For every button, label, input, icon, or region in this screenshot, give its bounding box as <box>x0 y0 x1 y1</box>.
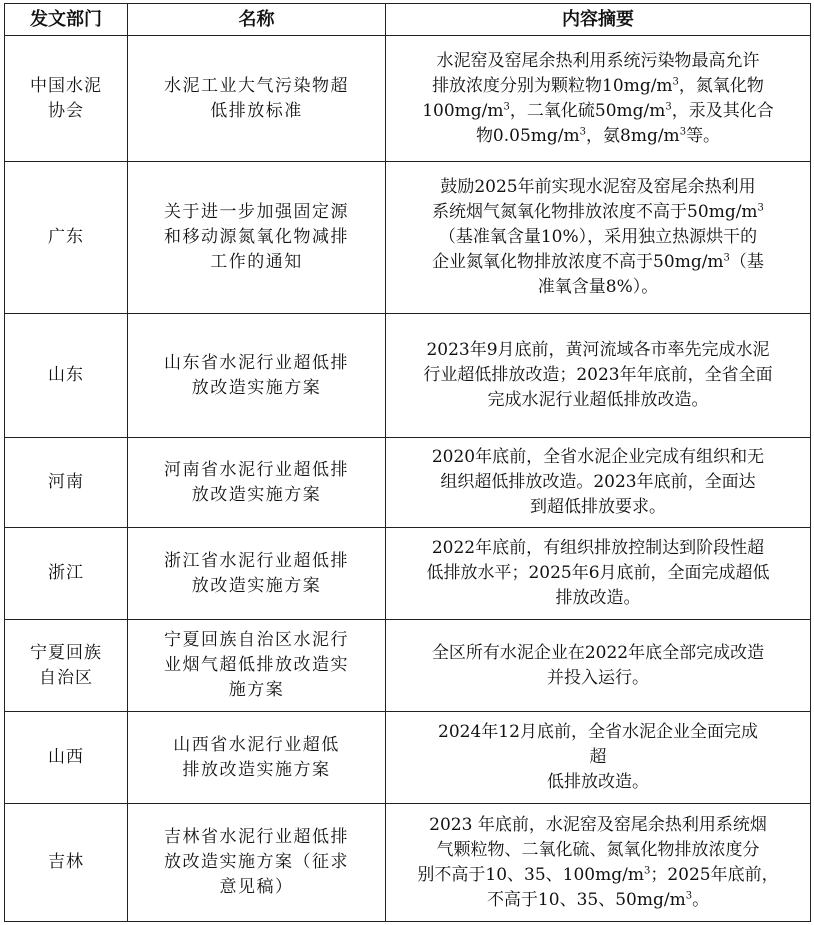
name-cell <box>128 162 386 314</box>
dept-line: 中国水泥 <box>30 75 102 96</box>
table-row <box>5 712 811 804</box>
summary-text: 排放浓度分别为颗粒物10mg/m <box>432 75 673 96</box>
summary-line <box>392 838 804 863</box>
summary-text: （基 <box>729 252 764 272</box>
name-line: 放改造实施方案 <box>191 575 322 596</box>
summary-line <box>392 175 804 200</box>
summary-line <box>392 470 804 495</box>
summary-text: 完成水泥行业超低排放改造。 <box>487 390 709 410</box>
name-cell <box>128 36 386 162</box>
summary-line <box>392 250 804 275</box>
summary-text: ；2025年底前， <box>650 864 779 885</box>
summary-line <box>392 275 804 300</box>
table-body <box>5 36 811 922</box>
name-line: 宁夏回族自治区水泥行 <box>164 630 349 650</box>
summary-text: 全区所有水泥企业在2022年底全部完成改造 <box>431 642 765 663</box>
superscript: 3 <box>503 100 510 112</box>
summary-text: 不高于10、35、50mg/m <box>486 889 686 910</box>
name-line: 和移动源氮氧化物减排 <box>164 227 349 247</box>
dept-line: 河南 <box>48 472 84 492</box>
name-cell <box>128 620 386 712</box>
summary-text: ，二氧化硫50mg/m <box>509 100 666 121</box>
summary-line <box>392 586 804 611</box>
dept-cell <box>5 528 128 620</box>
summary-text: ，氮氧化物 <box>678 75 764 96</box>
summary-line <box>392 536 804 561</box>
table-row <box>5 314 811 438</box>
summary-text: 低排放水平；2025年6月底前，全面完成超低 <box>426 563 770 583</box>
summary-line <box>392 641 804 666</box>
name-cell <box>128 712 386 804</box>
header-row <box>5 4 811 36</box>
dept-cell <box>5 804 128 922</box>
summary-line <box>392 561 804 586</box>
name-line: 河南省水泥行业超低排 <box>164 459 349 480</box>
name-line: 排放改造实施方案 <box>182 759 331 780</box>
summary-cell <box>386 36 811 162</box>
dept-cell <box>5 712 128 804</box>
table-row <box>5 804 811 922</box>
superscript: 3 <box>579 125 587 137</box>
name-line: 放改造实施方案 <box>191 377 322 398</box>
table-row <box>5 162 811 314</box>
summary-text: 鼓励2025年前实现水泥窑及窑尾余热利用 <box>440 177 756 197</box>
summary-text: 100mg/m <box>422 100 504 121</box>
superscript: 3 <box>665 100 672 112</box>
superscript: 3 <box>643 864 651 876</box>
name-line: 山西省水泥行业超低 <box>173 734 340 755</box>
dept-cell <box>5 314 128 438</box>
name-line: 浙江省水泥行业超低排 <box>164 550 349 571</box>
summary-line <box>392 74 804 99</box>
summary-text: 水泥窑及窑尾余热利用系统污染物最高允许 <box>436 50 760 71</box>
summary-line <box>392 720 804 745</box>
summary-text: 系统烟气氮氧化物排放浓度不高于50mg/m <box>432 202 758 222</box>
summary-line <box>392 445 804 470</box>
header-summary: 内容摘要 <box>386 4 811 36</box>
summary-line <box>392 666 804 691</box>
name-line: 吉林省水泥行业超低排 <box>164 827 349 847</box>
summary-text: 2020年底前，全省水泥企业完成有组织和无 <box>431 447 765 467</box>
dept-line: 宁夏回族 <box>30 642 102 663</box>
summary-line <box>392 363 804 388</box>
name-line: 施方案 <box>228 680 285 700</box>
summary-line <box>392 124 804 149</box>
summary-cell <box>386 314 811 438</box>
summary-cell <box>386 162 811 314</box>
summary-line <box>392 99 804 124</box>
dept-line: 山东 <box>48 365 84 385</box>
superscript: 3 <box>723 252 730 264</box>
dept-line: 山西 <box>48 747 84 767</box>
name-line: 意见稿） <box>219 877 294 897</box>
summary-line <box>392 863 804 888</box>
table-row <box>5 438 811 528</box>
summary-text: （基准氧含量10%），采用独立热源烘干的 <box>438 227 758 247</box>
summary-text: 行业超低排放改造；2023年年底前，全省全面 <box>423 365 773 385</box>
summary-text: 。 <box>692 889 710 910</box>
summary-line <box>392 745 804 770</box>
summary-line <box>392 770 804 795</box>
name-line: 放改造实施方案 <box>191 484 322 505</box>
summary-text: 2022年底前，有组织排放控制达到阶段性超 <box>431 538 765 558</box>
summary-line <box>392 813 804 838</box>
summary-text: 准氧含量8%）。 <box>537 277 659 297</box>
summary-text: 物0.05mg/m <box>475 125 580 146</box>
summary-line <box>392 495 804 520</box>
summary-line <box>392 388 804 413</box>
summary-text: 企业氮氧化物排放浓度不高于50mg/m <box>432 252 724 272</box>
summary-text: 排放改造。 <box>555 588 641 608</box>
summary-line <box>392 200 804 225</box>
name-line: 放改造实施方案（征求 <box>164 852 349 872</box>
superscript: 3 <box>679 125 687 137</box>
name-line: 山东省水泥行业超低排 <box>164 352 349 373</box>
summary-cell <box>386 804 811 922</box>
superscript: 3 <box>685 889 693 901</box>
dept-line: 浙江 <box>48 563 84 583</box>
header-name: 名称 <box>128 4 386 36</box>
superscript: 3 <box>757 202 764 214</box>
summary-text: 等。 <box>686 125 721 146</box>
summary-cell <box>386 528 811 620</box>
name-line: 水泥工业大气污染物超 <box>164 75 349 96</box>
summary-text: 2023 年底前，水泥窑及窑尾余热利用系统烟 <box>429 814 767 835</box>
summary-line <box>392 49 804 74</box>
summary-text: 组织超低排放改造。2023年底前，全面达 <box>440 472 756 492</box>
summary-text: 2023年9月底前，黄河流域各市率先完成水泥 <box>426 340 770 360</box>
dept-cell <box>5 162 128 314</box>
summary-line <box>392 338 804 363</box>
dept-line: 协会 <box>48 100 84 121</box>
table-row <box>5 528 811 620</box>
name-line: 关于进一步加强固定源 <box>164 202 349 222</box>
dept-cell <box>5 438 128 528</box>
name-line: 低排放标准 <box>210 100 303 121</box>
name-cell <box>128 314 386 438</box>
name-line: 工作的通知 <box>210 252 303 272</box>
policy-table <box>4 3 811 922</box>
table-row <box>5 36 811 162</box>
name-cell <box>128 528 386 620</box>
summary-text: 并投入运行。 <box>547 667 649 688</box>
summary-cell <box>386 712 811 804</box>
summary-cell <box>386 438 811 528</box>
dept-line: 广东 <box>48 227 84 247</box>
summary-cell <box>386 620 811 712</box>
summary-text: 2024年12月底前，全省水泥企业全面完成 <box>438 722 758 742</box>
dept-line: 吉林 <box>48 852 84 872</box>
name-cell <box>128 804 386 922</box>
summary-text: ，汞及其化合 <box>671 100 774 121</box>
summary-text: 气颗粒物、二氧化硫、氮氧化物排放浓度分 <box>436 839 760 860</box>
summary-line <box>392 225 804 250</box>
summary-text: 别不高于10、35、100mg/m <box>417 864 644 885</box>
header-dept: 发文部门 <box>5 4 128 36</box>
summary-line <box>392 888 804 913</box>
summary-text: ，氨8mg/m <box>586 125 680 146</box>
name-cell <box>128 438 386 528</box>
summary-text: 低排放改造。 <box>547 772 649 792</box>
dept-line: 自治区 <box>39 667 93 688</box>
summary-text: 到超低排放要求。 <box>530 497 666 517</box>
table-row <box>5 620 811 712</box>
name-line: 业烟气超低排放改造实 <box>164 655 349 675</box>
summary-text: 超 <box>589 747 607 767</box>
dept-cell <box>5 36 128 162</box>
superscript: 3 <box>672 75 679 87</box>
dept-cell <box>5 620 128 712</box>
